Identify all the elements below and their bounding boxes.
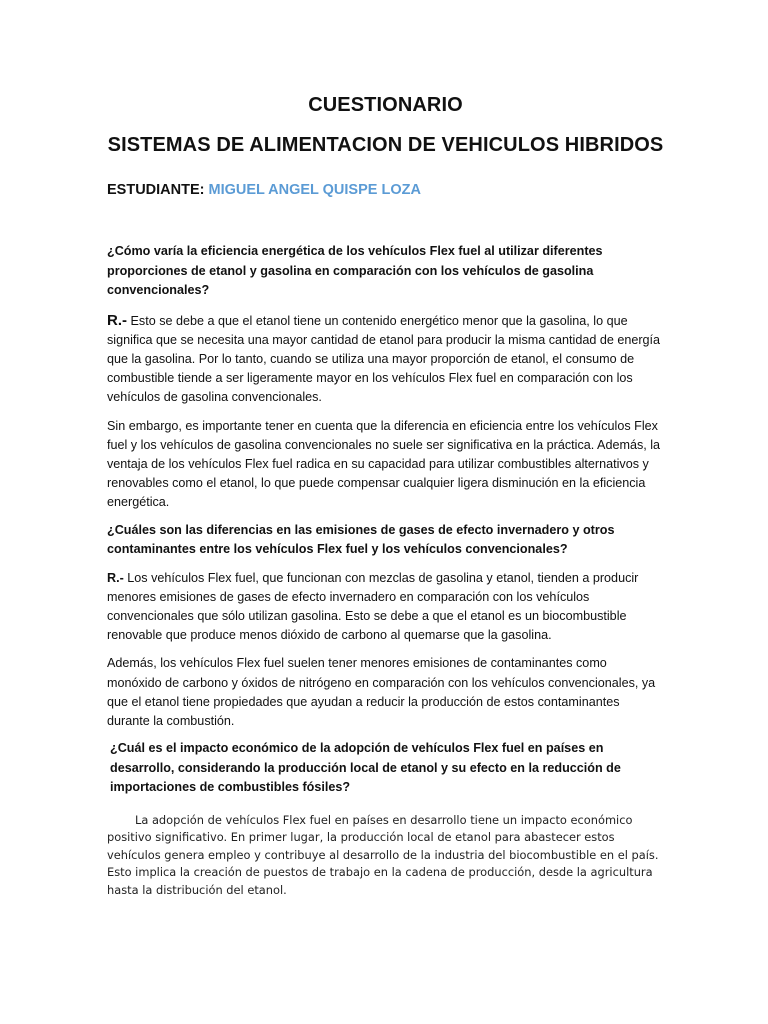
question-3: ¿Cuál es el impacto económico de la adopción de vehículos Flex fuel en países en desarrollo, considerando la producción local de etanol y su efecto en la reducción de importaciones de combustibles fósiles? xyxy=(110,741,621,795)
answer-1-paragraph-2: Sin embargo, es importante tener en cuenta que la diferencia en eficiencia entre los vehículos Flex fuel y los vehículos de gasolina convencionales no suele ser significativa en la práctica. Además, la ventaja de los vehículos Flex fuel radica en su capacidad para utilizar combustibles alternativos y renovables como el etanol, lo que puede compensar cualquier ligera disminución en la eficiencia energética. xyxy=(107,418,661,510)
answer-marker: R.- xyxy=(107,570,124,585)
document-subtitle: SISTEMAS DE ALIMENTACION DE VEHICULOS HIBRIDOS xyxy=(107,134,664,156)
answer-1 xyxy=(107,311,664,408)
answer-2-text: Los vehículos Flex fuel, que funcionan con mezclas de gasolina y etanol, tienden a producir menores emisiones de gases de efecto invernadero en comparación con los vehículos convencionales que sólo utilizan gasolina. Esto se debe a que el etanol es un biocombustible renovable que produce menos dióxido de carbono al quemarse que la gasolina. xyxy=(107,570,639,643)
answer-3: La adopción de vehículos Flex fuel en países en desarrollo tiene un impacto económico positivo significativo. En primer lugar, la producción local de etanol para abastecer estos vehículos genera empleo y contribuye al desarrollo de la industria del biocombustible en el país. Esto implica la creación de puestos de trabajo en la cadena de producción, desde la agricultura hasta la distribución del etanol. xyxy=(107,812,659,897)
answer-2-paragraph-2: Además, los vehículos Flex fuel suelen tener menores emisiones de contaminantes como monóxido de carbono y óxidos de nitrógeno en comparación con los vehículos convencionales, ya que el etanol tiene propiedades que ayudan a reducir la producción de estos contaminantes durante la combustión. xyxy=(107,656,656,728)
student-label: ESTUDIANTE: xyxy=(107,182,205,198)
question-1: ¿Cómo varía la eficiencia energética de los vehículos Flex fuel al utilizar diferentes proporciones de etanol y gasolina en comparación con los vehículos de gasolina convencionales? xyxy=(107,244,603,297)
document-title: CUESTIONARIO xyxy=(308,94,463,116)
student-name: MIGUEL ANGEL QUISPE LOZA xyxy=(208,182,421,198)
question-2: ¿Cuáles son las diferencias en las emisiones de gases de efecto invernadero y otros contaminantes entre los vehículos Flex fuel y los vehículos convencionales? xyxy=(107,522,615,557)
answer-1-text: Esto se debe a que el etanol tiene un contenido energético menor que la gasolina, lo que significa que se necesita una mayor cantidad de etanol para producir la misma cantidad de energía que la gasolina. Por lo tanto, cuando se utiliza una mayor proporción de etanol, el consumo de combustible tiende a ser ligeramente mayor en los vehículos Flex fuel en comparación con los vehículos de gasolina convencionales. xyxy=(107,313,661,405)
answer-marker: R.- xyxy=(107,311,127,329)
answer-2 xyxy=(107,569,664,646)
student-line xyxy=(107,180,664,200)
